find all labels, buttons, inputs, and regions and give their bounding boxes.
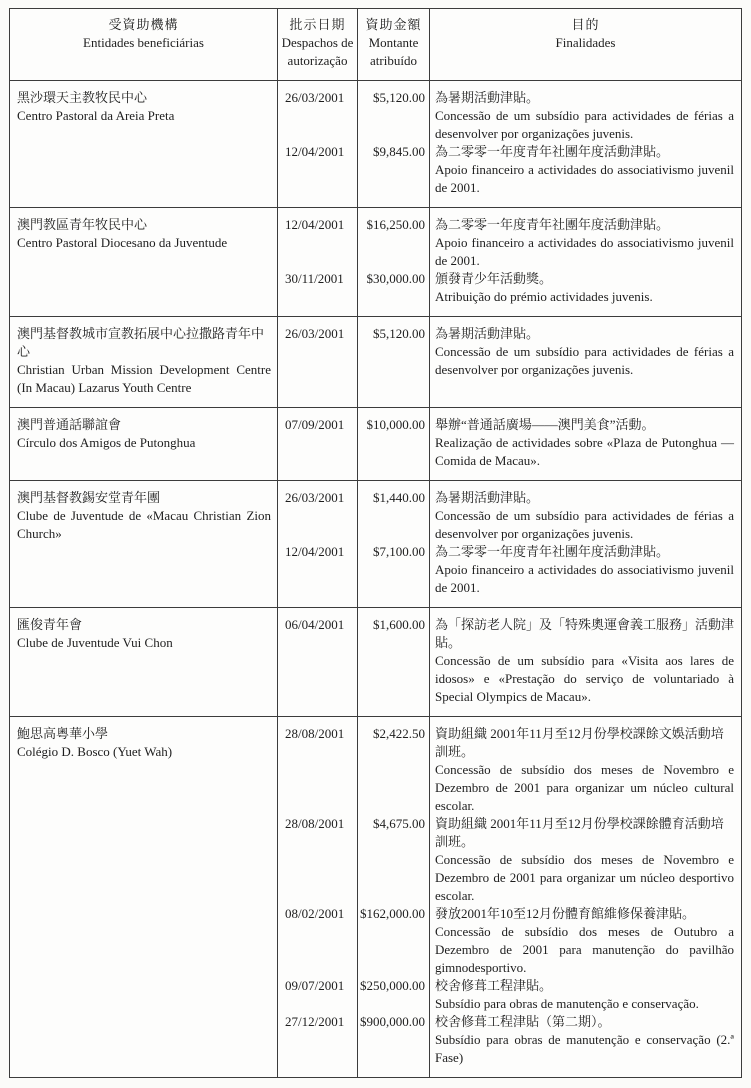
grant-amount: $16,250.00 bbox=[358, 208, 430, 270]
grant-date: 09/07/2001 bbox=[278, 977, 358, 1013]
purpose-pt: Concessão de subsídio dos meses de Novembro e Dezembro de 2001 para organizar um núcleo desportivo escolar. bbox=[435, 852, 734, 903]
grant-amount: $1,600.00 bbox=[358, 608, 430, 716]
entity-cell bbox=[10, 608, 278, 716]
table-header bbox=[10, 9, 741, 81]
entity-cell bbox=[10, 481, 278, 607]
grant-date: 06/04/2001 bbox=[278, 608, 358, 716]
grant-date: 12/04/2001 bbox=[278, 143, 358, 207]
grant-purpose bbox=[430, 977, 741, 1013]
purpose-zh: 為暑期活動津貼。 bbox=[435, 490, 540, 505]
grant-entries bbox=[278, 608, 741, 716]
grant-purpose bbox=[430, 317, 741, 407]
grant-purpose bbox=[430, 270, 741, 316]
entity-cell bbox=[10, 317, 278, 407]
purpose-zh: 為二零零一年度青年社團年度活動津貼。 bbox=[435, 217, 670, 232]
grant-entries bbox=[278, 408, 741, 480]
grant-entry bbox=[278, 543, 741, 607]
grant-amount: $900,000.00 bbox=[358, 1013, 430, 1077]
entity-name-pt: Clube de Juventude de «Macau Christian Zion Church» bbox=[17, 508, 271, 541]
grant-entries bbox=[278, 208, 741, 316]
grant-purpose bbox=[430, 481, 741, 543]
grant-purpose bbox=[430, 208, 741, 270]
table-row bbox=[10, 208, 741, 317]
grant-date: 12/04/2001 bbox=[278, 543, 358, 607]
header-amount-pt: Montante atribuído bbox=[368, 35, 419, 68]
grant-date: 08/02/2001 bbox=[278, 905, 358, 977]
entity-name-zh: 澳門基督教錫安堂青年團 bbox=[17, 490, 161, 505]
grant-entry bbox=[278, 717, 741, 815]
grant-entry bbox=[278, 408, 741, 480]
purpose-pt: Concessão de subsídio dos meses de Novembro e Dezembro de 2001 para organizar um núcleo cultural escolar. bbox=[435, 762, 734, 813]
grant-entry bbox=[278, 905, 741, 977]
grant-purpose bbox=[430, 815, 741, 905]
grant-purpose bbox=[430, 543, 741, 607]
purpose-zh: 校舍修葺工程津貼（第二期）。 bbox=[435, 1014, 611, 1029]
grant-amount: $5,120.00 bbox=[358, 81, 430, 143]
grant-amount: $162,000.00 bbox=[358, 905, 430, 977]
table-row bbox=[10, 481, 741, 608]
purpose-pt: Subsídio para obras de manutenção e conservação. bbox=[435, 996, 699, 1011]
grant-date: 26/03/2001 bbox=[278, 317, 358, 407]
grant-amount: $9,845.00 bbox=[358, 143, 430, 207]
grant-amount: $30,000.00 bbox=[358, 270, 430, 316]
grant-date: 12/04/2001 bbox=[278, 208, 358, 270]
grant-purpose bbox=[430, 81, 741, 143]
grant-amount: $10,000.00 bbox=[358, 408, 430, 480]
grant-amount: $7,100.00 bbox=[358, 543, 430, 607]
entity-cell bbox=[10, 81, 278, 207]
purpose-zh: 發放2001年10至12月份體育館維修保養津貼。 bbox=[435, 906, 696, 921]
grant-date: 07/09/2001 bbox=[278, 408, 358, 480]
grant-entry bbox=[278, 81, 741, 143]
grant-purpose bbox=[430, 408, 741, 480]
header-cell-date bbox=[278, 9, 358, 80]
grant-entry bbox=[278, 608, 741, 716]
purpose-pt: Atribuição do prémio actividades juvenis. bbox=[435, 289, 653, 304]
grant-entry bbox=[278, 481, 741, 543]
header-date-pt: Despachos de autorização bbox=[281, 35, 354, 68]
grant-amount: $4,675.00 bbox=[358, 815, 430, 905]
purpose-pt: Concessão de um subsídio para actividades de férias a desenvolver por organizações juvenis. bbox=[435, 344, 734, 377]
purpose-pt: Concessão de um subsídio para actividades de férias a desenvolver por organizações juvenis. bbox=[435, 508, 734, 541]
purpose-zh: 為二零零一年度青年社團年度活動津貼。 bbox=[435, 544, 670, 559]
grant-purpose bbox=[430, 143, 741, 207]
purpose-pt: Subsídio para obras de manutenção e conservação (2.ª Fase) bbox=[435, 1032, 734, 1065]
grant-amount: $250,000.00 bbox=[358, 977, 430, 1013]
table-row bbox=[10, 408, 741, 481]
purpose-pt: Apoio financeiro a actividades do associativismo juvenil de 2001. bbox=[435, 235, 734, 268]
entity-name-zh: 澳門普通話聯誼會 bbox=[17, 417, 122, 432]
entity-name-pt: Christian Urban Mission Development Centre (In Macau) Lazarus Youth Centre bbox=[17, 362, 271, 395]
grant-date: 28/08/2001 bbox=[278, 815, 358, 905]
entity-name-pt: Clube de Juventude Vui Chon bbox=[17, 635, 173, 650]
header-purpose-pt: Finalidades bbox=[555, 35, 616, 50]
grant-purpose bbox=[430, 608, 741, 716]
purpose-pt: Concessão de um subsídio para actividades de férias a desenvolver por organizações juvenis. bbox=[435, 108, 734, 141]
purpose-zh: 資助組織 2001年11月至12月份學校課餘文娛活動培訓班。 bbox=[435, 726, 724, 759]
entity-cell bbox=[10, 208, 278, 316]
purpose-zh: 為暑期活動津貼。 bbox=[435, 90, 540, 105]
table-body bbox=[10, 81, 741, 1077]
purpose-zh: 校舍修葺工程津貼。 bbox=[435, 978, 553, 993]
table-row bbox=[10, 717, 741, 1077]
entity-name-zh: 黑沙環天主教牧民中心 bbox=[17, 90, 148, 105]
entity-name-zh: 匯俊青年會 bbox=[17, 617, 83, 632]
table-row bbox=[10, 317, 741, 408]
grant-entry bbox=[278, 143, 741, 207]
grant-date: 28/08/2001 bbox=[278, 717, 358, 815]
purpose-zh: 為二零零一年度青年社團年度活動津貼。 bbox=[435, 144, 670, 159]
header-purpose-zh: 目的 bbox=[571, 17, 600, 32]
grant-date: 26/03/2001 bbox=[278, 481, 358, 543]
purpose-pt: Apoio financeiro a actividades do associativismo juvenil de 2001. bbox=[435, 162, 734, 195]
grant-purpose bbox=[430, 717, 741, 815]
entity-cell bbox=[10, 408, 278, 480]
grant-purpose bbox=[430, 905, 741, 977]
purpose-zh: 資助組織 2001年11月至12月份學校課餘體育活動培訓班。 bbox=[435, 816, 724, 849]
grant-entry bbox=[278, 208, 741, 270]
header-date-zh: 批示日期 bbox=[289, 17, 346, 32]
purpose-pt: Concessão de subsídio dos meses de Outubro a Dezembro de 2001 para manutenção do pavilhão gimnodesportivo. bbox=[435, 924, 734, 975]
purpose-pt: Apoio financeiro a actividades do associativismo juvenil de 2001. bbox=[435, 562, 734, 595]
grant-amount: $2,422.50 bbox=[358, 717, 430, 815]
header-cell-entity bbox=[10, 9, 278, 80]
subsidy-table bbox=[9, 8, 742, 1078]
entity-name-zh: 澳門教區青年牧民中心 bbox=[17, 217, 148, 232]
entity-cell bbox=[10, 717, 278, 1077]
grant-amount: $1,440.00 bbox=[358, 481, 430, 543]
grant-entries bbox=[278, 481, 741, 607]
header-cell-amount bbox=[358, 9, 430, 80]
table-row bbox=[10, 608, 741, 717]
entity-name-pt: Círculo dos Amigos de Putonghua bbox=[17, 435, 196, 450]
purpose-zh: 為暑期活動津貼。 bbox=[435, 326, 540, 341]
grant-entries bbox=[278, 717, 741, 1077]
entity-name-pt: Centro Pastoral Diocesano da Juventude bbox=[17, 235, 228, 250]
grant-date: 27/12/2001 bbox=[278, 1013, 358, 1077]
header-entity-pt: Entidades beneficiárias bbox=[83, 35, 204, 50]
grant-purpose bbox=[430, 1013, 741, 1077]
grant-date: 26/03/2001 bbox=[278, 81, 358, 143]
grant-amount: $5,120.00 bbox=[358, 317, 430, 407]
grant-entry bbox=[278, 977, 741, 1013]
entity-name-pt: Colégio D. Bosco (Yuet Wah) bbox=[17, 744, 173, 759]
grant-entry bbox=[278, 815, 741, 905]
table-row bbox=[10, 81, 741, 208]
grant-entries bbox=[278, 81, 741, 207]
entity-name-zh: 澳門基督教城市宣教拓展中心拉撒路青年中心 bbox=[17, 326, 265, 359]
grant-date: 30/11/2001 bbox=[278, 270, 358, 316]
grant-entries bbox=[278, 317, 741, 407]
purpose-zh: 為「探訪老人院」及「特殊奧運會義工服務」活動津貼。 bbox=[435, 617, 735, 650]
grant-entry bbox=[278, 317, 741, 407]
header-cell-purpose bbox=[430, 9, 741, 80]
entity-name-zh: 鮑思高粵華小學 bbox=[17, 726, 109, 741]
entity-name-pt: Centro Pastoral da Areia Preta bbox=[17, 108, 175, 123]
grant-entry bbox=[278, 270, 741, 316]
header-entity-zh: 受資助機構 bbox=[108, 17, 179, 32]
purpose-zh: 頒發青少年活動獎。 bbox=[435, 271, 553, 286]
purpose-pt: Concessão de um subsídio para «Visita aos lares de idosos» e «Prestação do serviço de voluntariado à Special Olympics de Macau». bbox=[435, 653, 734, 704]
purpose-pt: Realização de actividades sobre «Plaza de Putonghua — Comida de Macau». bbox=[435, 435, 734, 468]
grant-entry bbox=[278, 1013, 741, 1077]
header-amount-zh: 資助金額 bbox=[365, 17, 422, 32]
purpose-zh: 舉辦“普通話廣場——澳門美食”活動。 bbox=[435, 417, 655, 432]
